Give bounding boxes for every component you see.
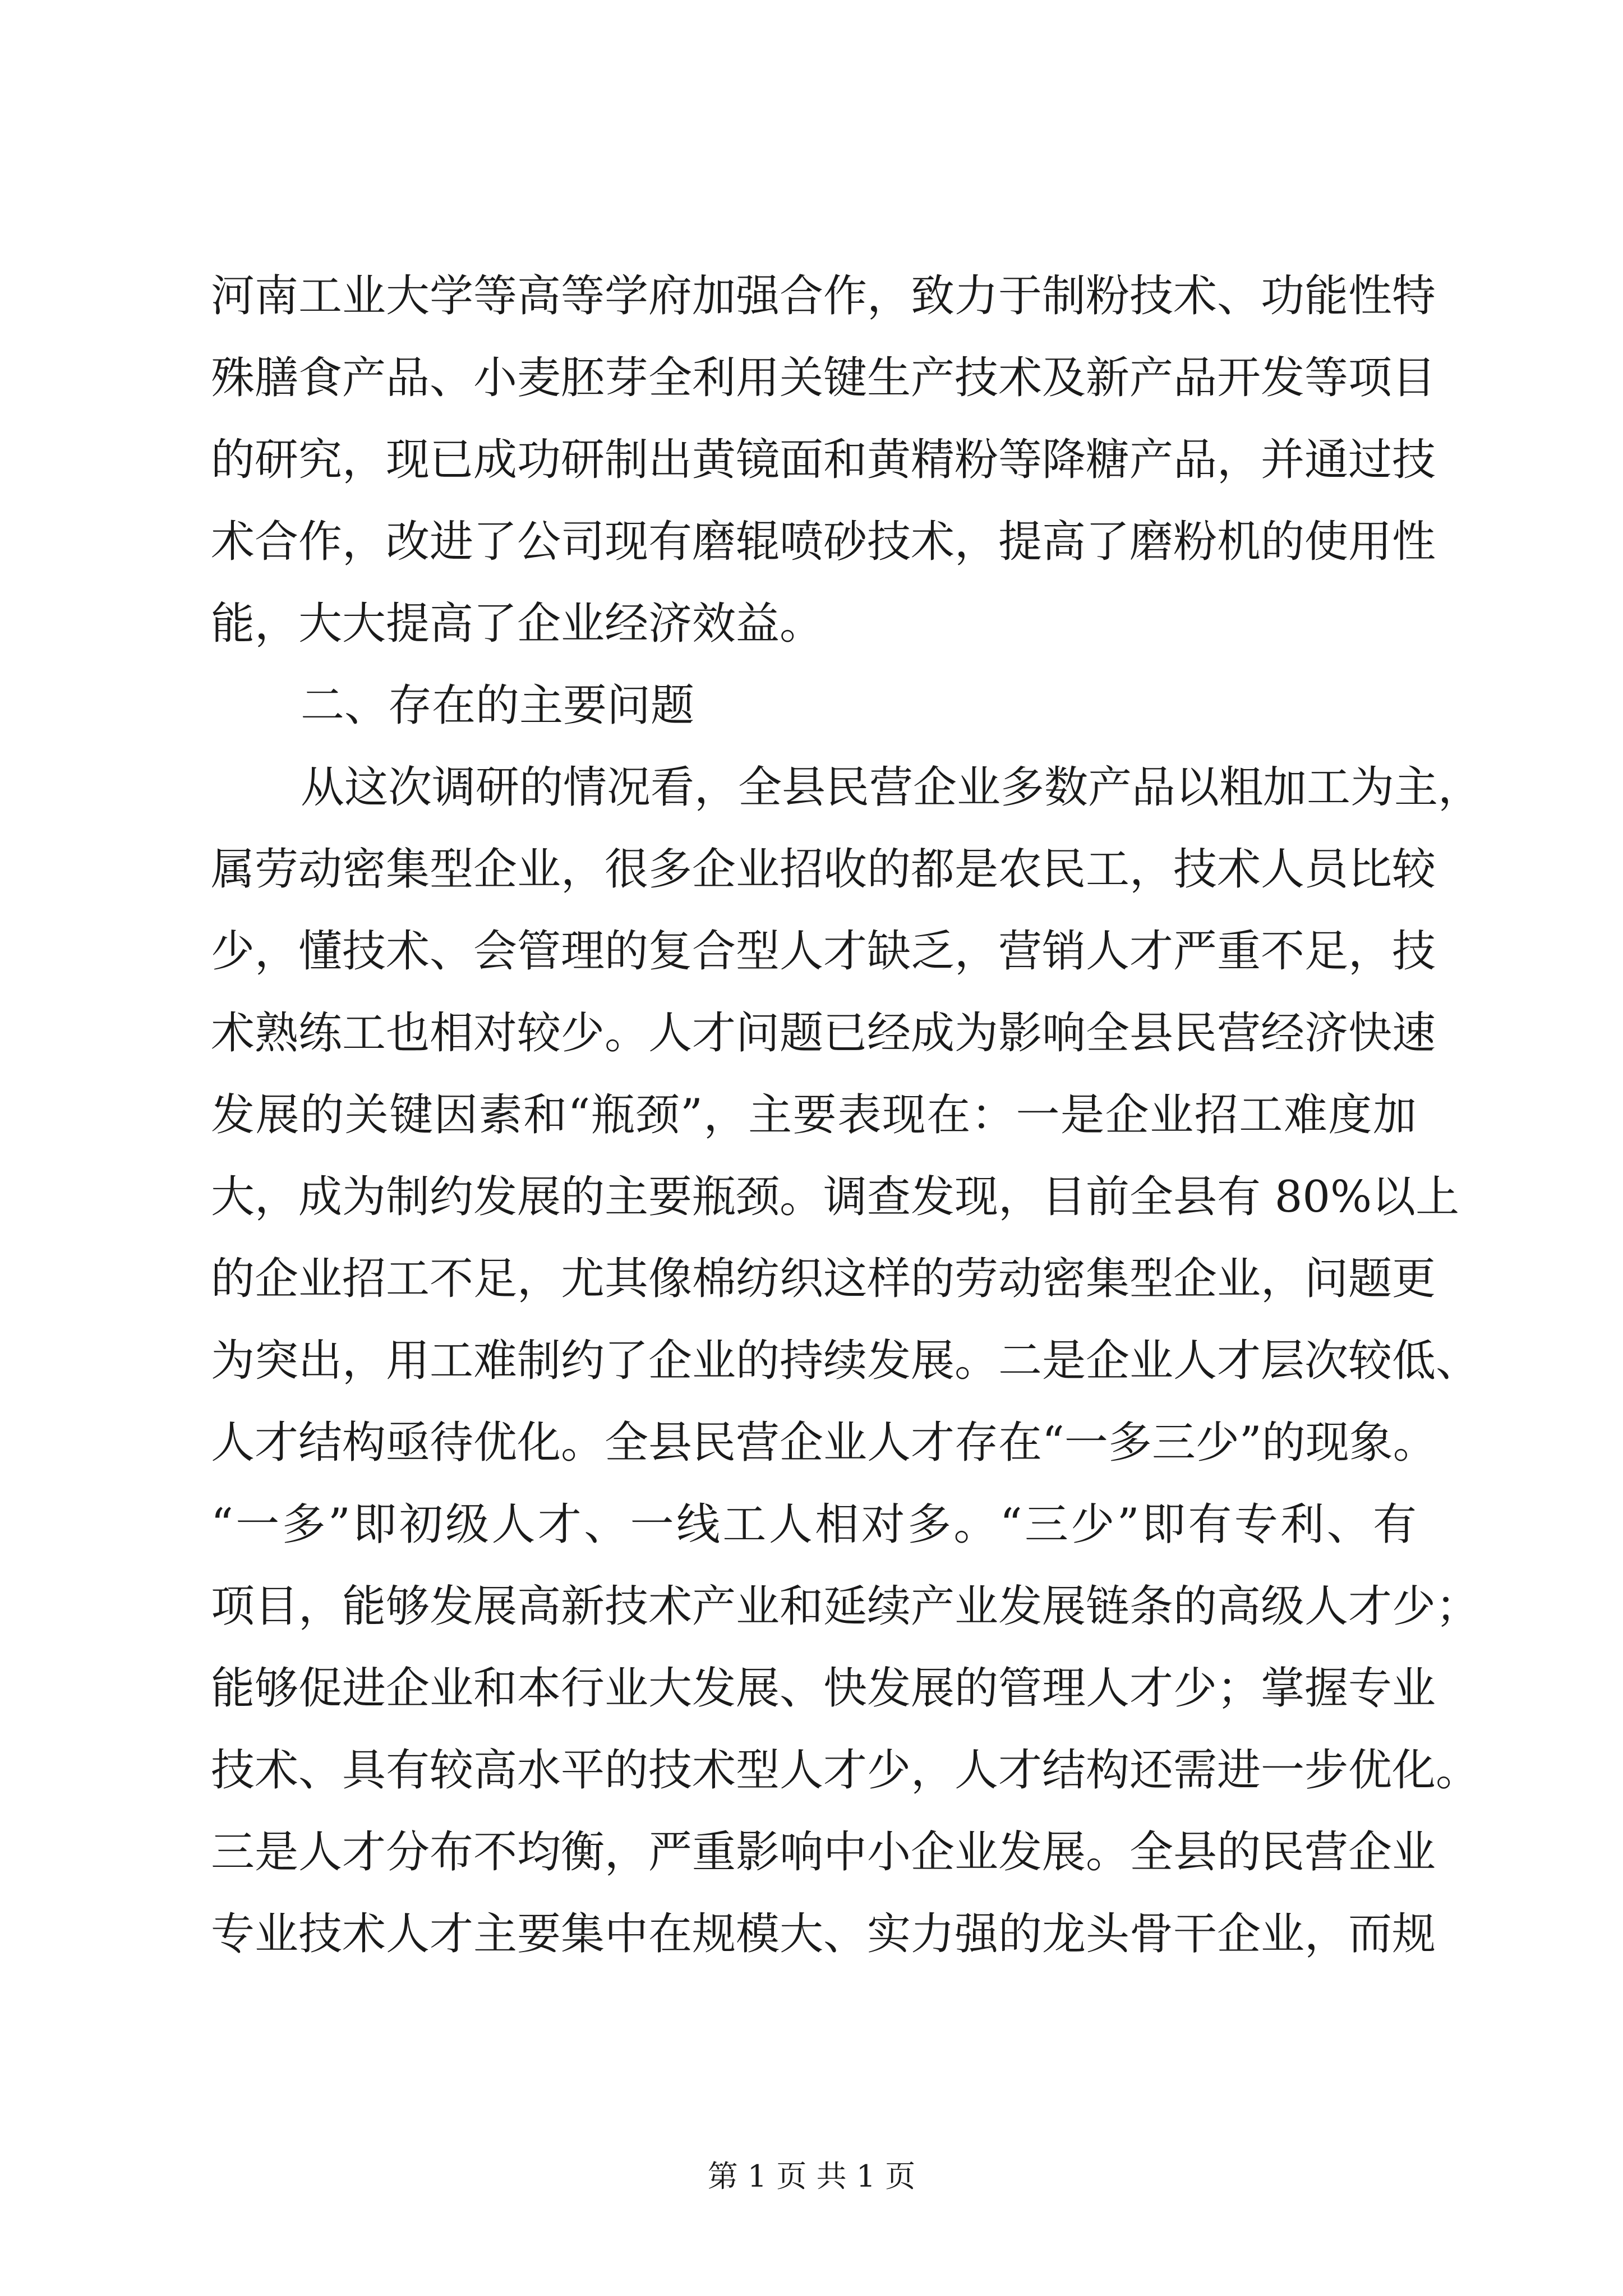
section-heading: 二、存在的主要问题 <box>301 680 695 731</box>
body-text-line: 人才结构亟待优化。全县民营企业人才存在“一多三少”的现象。 <box>211 1418 1437 1468</box>
body-text-line: 河南工业大学等高等学府加强合作，致力于制粉技术、功能性特 <box>211 271 1436 321</box>
body-text-line: 发展的关键因素和“瓶颈”，主要表现在：一是企业招工难度加 <box>211 1090 1417 1140</box>
body-text-line: 属劳动密集型企业，很多企业招收的都是农民工，技术人员比较 <box>211 844 1436 895</box>
body-text-line: 的研究，现已成功研制出黄镜面和黄精粉等降糖产品，并通过技 <box>211 435 1436 485</box>
body-text-line: 殊膳食产品、小麦胚芽全利用关键生产技术及新产品开发等项目 <box>211 353 1436 403</box>
body-text-line: 术熟练工也相对较少。人才问题已经成为影响全县民营经济快速 <box>211 1008 1436 1059</box>
body-text-line: 能够促进企业和本行业大发展、快发展的管理人才少；掌握专业 <box>211 1663 1436 1714</box>
body-text-line: 能，大大提高了企业经济效益。 <box>211 599 824 649</box>
body-text-line: 技术、具有较高水平的技术型人才少，人才结构还需进一步优化。 <box>211 1745 1480 1796</box>
body-text-line: 专业技术人才主要集中在规模大、实力强的龙头骨干企业，而规 <box>211 1909 1436 1959</box>
body-text-line: 少，懂技术、会管理的复合型人才缺乏，营销人才严重不足，技 <box>211 926 1436 977</box>
body-text-line: 大，成为制约发展的主要瓶颈。调查发现，目前全县有 80%以上 <box>211 1172 1460 1222</box>
body-text-line: 为突出，用工难制约了企业的持续发展。二是企业人才层次较低、 <box>211 1336 1480 1386</box>
body-text-line: 术合作，改进了公司现有磨辊喷砂技术，提高了磨粉机的使用性 <box>211 517 1436 567</box>
body-text-line: 从这次调研的情况看，全县民营企业多数产品以粗加工为主， <box>301 762 1482 813</box>
body-text-line: “一多”即初级人才、一线工人相对多。“三少”即有专利、有 <box>211 1499 1417 1550</box>
body-text-line: 项目，能够发展高新技术产业和延续产业发展链条的高级人才少； <box>211 1581 1480 1632</box>
document-body <box>211 255 1482 1975</box>
body-text-line: 的企业招工不足，尤其像棉纺织这样的劳动密集型企业，问题更 <box>211 1254 1436 1304</box>
page-footer: 第 1 页 共 1 页 <box>707 2159 916 2194</box>
body-text-line: 三是人才分布不均衡，严重影响中小企业发展。全县的民营企业 <box>211 1827 1436 1878</box>
